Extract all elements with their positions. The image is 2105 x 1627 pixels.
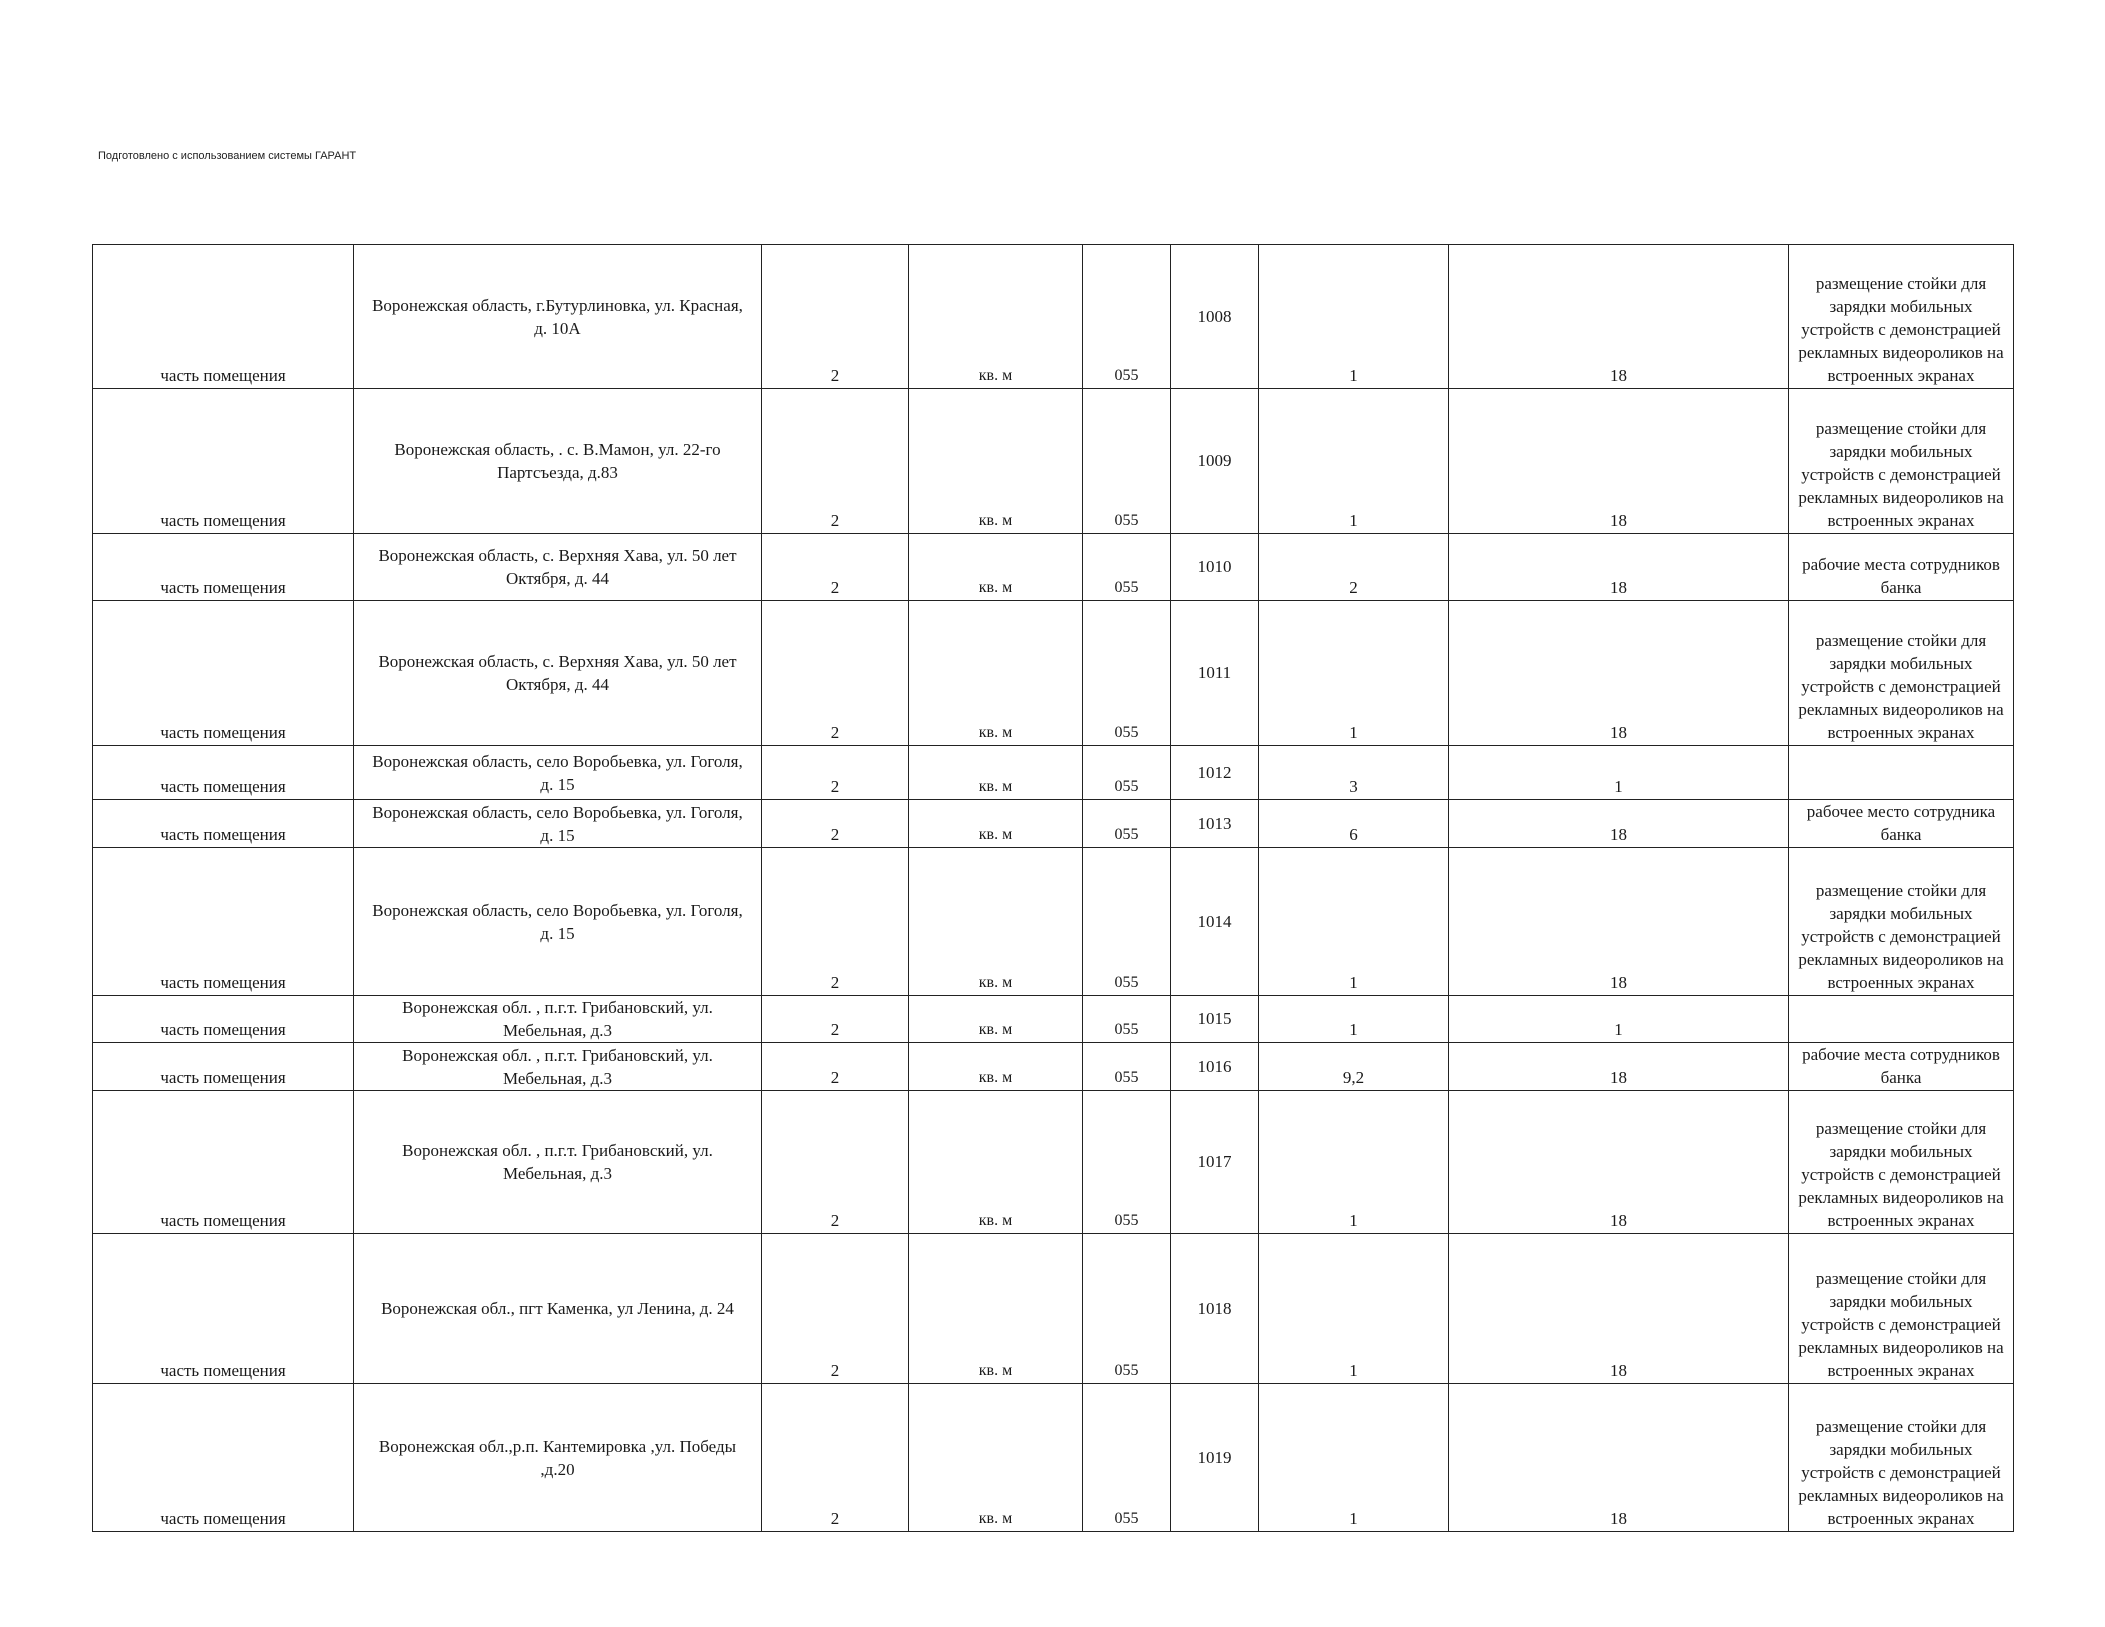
table-row — [93, 389, 2014, 534]
item-term: 18 — [1449, 848, 1789, 996]
item-purpose: размещение стойки для зарядки мобильных устройств с демонстрацией рекламных видеороликов на встроенных экранах — [1789, 389, 2014, 534]
item-area: 2 — [762, 601, 909, 746]
item-unit: кв. м — [909, 1091, 1083, 1234]
item-address: Воронежская область, . с. В.Мамон, ул. 22-го Партсъезда, д.83 — [354, 389, 762, 534]
item-number: 1013 — [1171, 800, 1259, 848]
item-name: часть помещения — [93, 800, 354, 848]
item-address: Воронежская область, село Воробьевка, ул. Гоголя, д. 15 — [354, 746, 762, 800]
item-unit: кв. м — [909, 1384, 1083, 1532]
item-count: 2 — [1259, 534, 1449, 601]
item-number: 1009 — [1171, 389, 1259, 534]
item-name: часть помещения — [93, 1234, 354, 1384]
item-name: часть помещения — [93, 601, 354, 746]
table-row — [93, 1234, 2014, 1384]
item-unit: кв. м — [909, 848, 1083, 996]
item-area: 2 — [762, 848, 909, 996]
item-count: 1 — [1259, 1234, 1449, 1384]
item-okei-code: 055 — [1083, 534, 1171, 601]
item-number: 1014 — [1171, 848, 1259, 996]
item-purpose — [1789, 996, 2014, 1043]
item-name: часть помещения — [93, 1043, 354, 1091]
item-okei-code: 055 — [1083, 1384, 1171, 1532]
table-row — [93, 800, 2014, 848]
item-term: 18 — [1449, 245, 1789, 389]
item-count: 3 — [1259, 746, 1449, 800]
item-area: 2 — [762, 1384, 909, 1532]
item-okei-code: 055 — [1083, 1043, 1171, 1091]
item-unit: кв. м — [909, 1234, 1083, 1384]
item-number: 1018 — [1171, 1234, 1259, 1384]
item-name: часть помещения — [93, 245, 354, 389]
item-term: 18 — [1449, 800, 1789, 848]
item-term: 18 — [1449, 1043, 1789, 1091]
item-term: 1 — [1449, 996, 1789, 1043]
item-number: 1015 — [1171, 996, 1259, 1043]
item-term: 18 — [1449, 389, 1789, 534]
item-number: 1019 — [1171, 1384, 1259, 1532]
item-address: Воронежская область, село Воробьевка, ул. Гоголя, д. 15 — [354, 848, 762, 996]
item-address: Воронежская область, село Воробьевка, ул. Гоголя, д. 15 — [354, 800, 762, 848]
item-count: 1 — [1259, 245, 1449, 389]
item-purpose: размещение стойки для зарядки мобильных устройств с демонстрацией рекламных видеороликов на встроенных экранах — [1789, 1384, 2014, 1532]
item-address: Воронежская обл. , п.г.т. Грибановский, ул. Мебельная, д.3 — [354, 1091, 762, 1234]
item-area: 2 — [762, 534, 909, 601]
item-name: часть помещения — [93, 996, 354, 1043]
item-okei-code: 055 — [1083, 996, 1171, 1043]
item-okei-code: 055 — [1083, 601, 1171, 746]
item-name: часть помещения — [93, 848, 354, 996]
item-term: 1 — [1449, 746, 1789, 800]
item-area: 2 — [762, 746, 909, 800]
item-area: 2 — [762, 800, 909, 848]
item-term: 18 — [1449, 1384, 1789, 1532]
item-purpose: рабочие места сотрудников банка — [1789, 534, 2014, 601]
item-count: 9,2 — [1259, 1043, 1449, 1091]
item-term: 18 — [1449, 1234, 1789, 1384]
item-purpose: размещение стойки для зарядки мобильных устройств с демонстрацией рекламных видеороликов на встроенных экранах — [1789, 848, 2014, 996]
item-count: 1 — [1259, 1384, 1449, 1532]
item-term: 18 — [1449, 601, 1789, 746]
item-address: Воронежская обл., пгт Каменка, ул Ленина, д. 24 — [354, 1234, 762, 1384]
item-name: часть помещения — [93, 746, 354, 800]
item-area: 2 — [762, 1091, 909, 1234]
item-purpose: размещение стойки для зарядки мобильных устройств с демонстрацией рекламных видеороликов на встроенных экранах — [1789, 245, 2014, 389]
item-okei-code: 055 — [1083, 1091, 1171, 1234]
item-name: часть помещения — [93, 1384, 354, 1532]
item-purpose — [1789, 746, 2014, 800]
item-okei-code: 055 — [1083, 848, 1171, 996]
item-purpose: размещение стойки для зарядки мобильных устройств с демонстрацией рекламных видеороликов на встроенных экранах — [1789, 601, 2014, 746]
item-number: 1010 — [1171, 534, 1259, 601]
table-row — [93, 1091, 2014, 1234]
item-okei-code: 055 — [1083, 245, 1171, 389]
item-unit: кв. м — [909, 601, 1083, 746]
item-okei-code: 055 — [1083, 746, 1171, 800]
item-address: Воронежская область, с. Верхняя Хава, ул. 50 лет Октября, д. 44 — [354, 601, 762, 746]
item-okei-code: 055 — [1083, 389, 1171, 534]
item-okei-code: 055 — [1083, 800, 1171, 848]
item-name: часть помещения — [93, 389, 354, 534]
item-unit: кв. м — [909, 996, 1083, 1043]
table-row — [93, 1384, 2014, 1532]
item-number: 1011 — [1171, 601, 1259, 746]
item-area: 2 — [762, 1234, 909, 1384]
item-address: Воронежская обл. , п.г.т. Грибановский, ул. Мебельная, д.3 — [354, 996, 762, 1043]
item-term: 18 — [1449, 534, 1789, 601]
property-registry-table — [92, 244, 2014, 1532]
item-area: 2 — [762, 389, 909, 534]
item-address: Воронежская область, с. Верхняя Хава, ул. 50 лет Октября, д. 44 — [354, 534, 762, 601]
table-row — [93, 601, 2014, 746]
item-address: Воронежская обл.,р.п. Кантемировка ,ул. Победы ,д.20 — [354, 1384, 762, 1532]
item-unit: кв. м — [909, 1043, 1083, 1091]
item-purpose: рабочие места сотрудников банка — [1789, 1043, 2014, 1091]
item-count: 6 — [1259, 800, 1449, 848]
item-count: 1 — [1259, 848, 1449, 996]
item-area: 2 — [762, 1043, 909, 1091]
item-unit: кв. м — [909, 245, 1083, 389]
header-note: Подготовлено с использованием системы ГАРАНТ — [98, 150, 357, 162]
item-number: 1016 — [1171, 1043, 1259, 1091]
item-count: 1 — [1259, 996, 1449, 1043]
item-name: часть помещения — [93, 534, 354, 601]
item-name: часть помещения — [93, 1091, 354, 1234]
item-unit: кв. м — [909, 800, 1083, 848]
item-unit: кв. м — [909, 389, 1083, 534]
item-term: 18 — [1449, 1091, 1789, 1234]
item-purpose: рабочее место сотрудника банка — [1789, 800, 2014, 848]
item-okei-code: 055 — [1083, 1234, 1171, 1384]
item-count: 1 — [1259, 601, 1449, 746]
item-number: 1012 — [1171, 746, 1259, 800]
table-row — [93, 534, 2014, 601]
table-row — [93, 245, 2014, 389]
item-number: 1017 — [1171, 1091, 1259, 1234]
item-area: 2 — [762, 996, 909, 1043]
table-row — [93, 848, 2014, 996]
item-unit: кв. м — [909, 534, 1083, 601]
item-address: Воронежская обл. , п.г.т. Грибановский, ул. Мебельная, д.3 — [354, 1043, 762, 1091]
table-row — [93, 996, 2014, 1043]
item-area: 2 — [762, 245, 909, 389]
item-unit: кв. м — [909, 746, 1083, 800]
item-number: 1008 — [1171, 245, 1259, 389]
item-count: 1 — [1259, 1091, 1449, 1234]
item-purpose: размещение стойки для зарядки мобильных устройств с демонстрацией рекламных видеороликов на встроенных экранах — [1789, 1234, 2014, 1384]
table-row — [93, 746, 2014, 800]
item-count: 1 — [1259, 389, 1449, 534]
table-row — [93, 1043, 2014, 1091]
item-purpose: размещение стойки для зарядки мобильных устройств с демонстрацией рекламных видеороликов на встроенных экранах — [1789, 1091, 2014, 1234]
item-address: Воронежская область, г.Бутурлиновка, ул. Красная, д. 10А — [354, 245, 762, 389]
